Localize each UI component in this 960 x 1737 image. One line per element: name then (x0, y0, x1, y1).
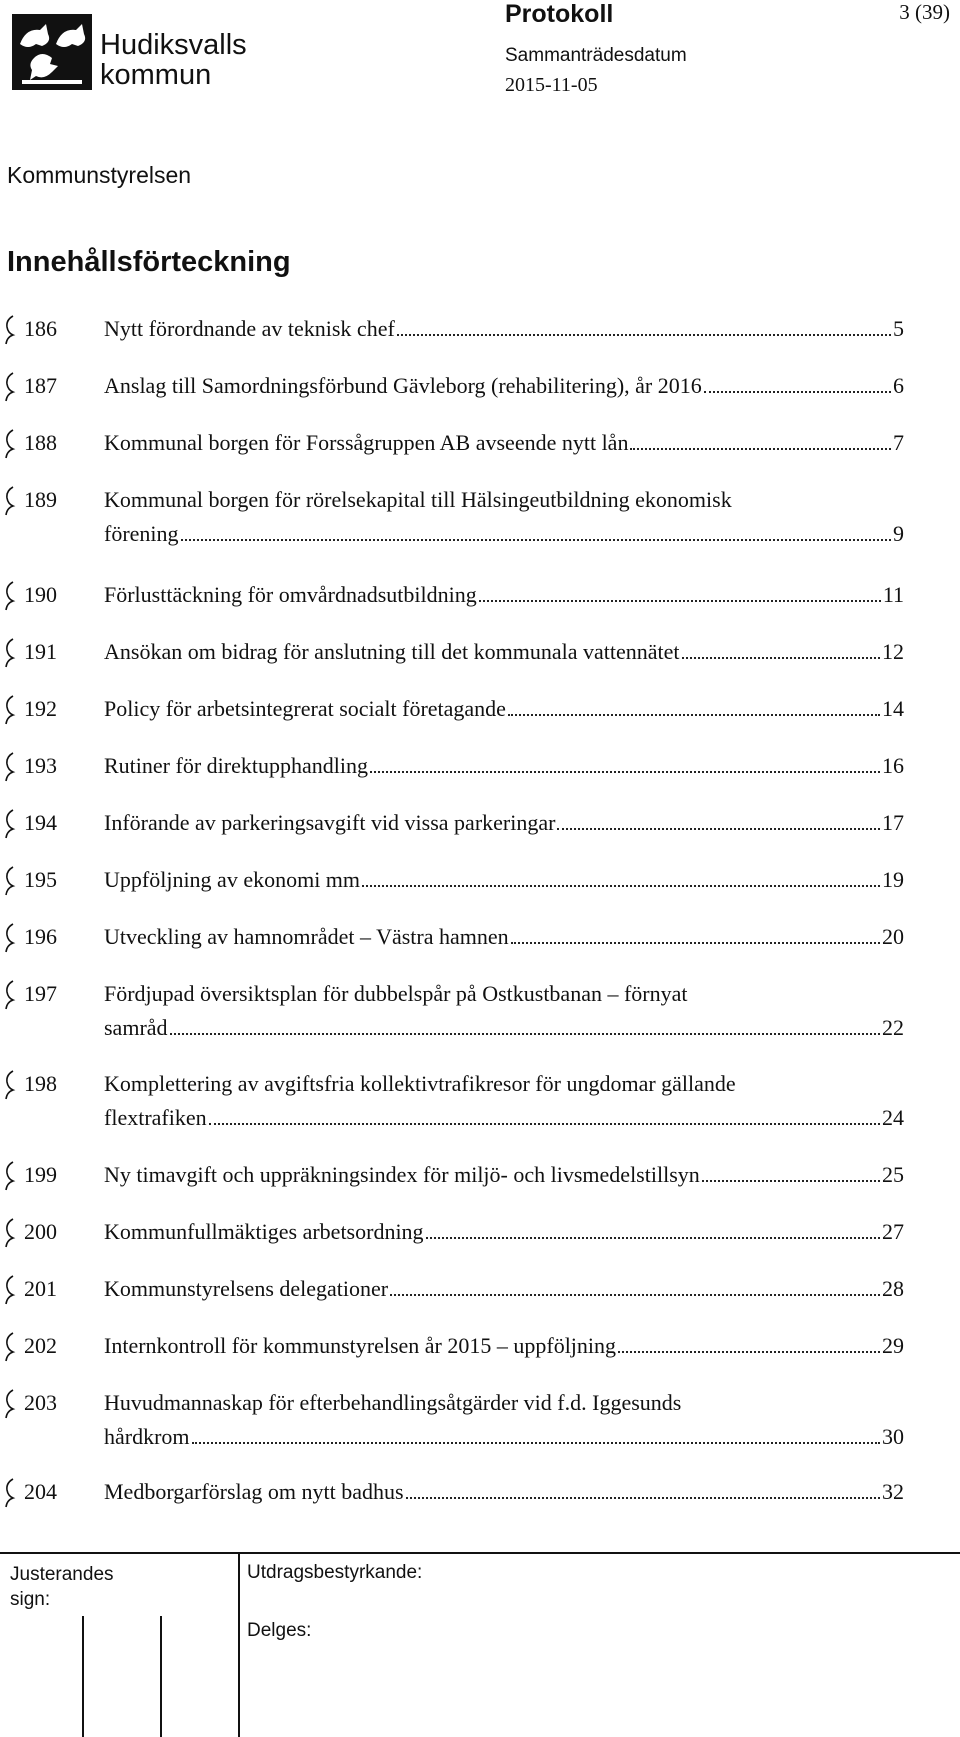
dot-leader (170, 1033, 880, 1035)
toc-page-number: 27 (882, 1219, 904, 1244)
toc-entry-text: förening (104, 521, 179, 546)
toc-entry-text: Ansökan om bidrag för anslutning till det kommunala vattennätet (104, 639, 680, 664)
section-sign-icon (3, 1332, 17, 1362)
signature-box-divider (82, 1616, 84, 1737)
page-number: 3 (39) (899, 0, 950, 24)
toc-section-number: 190 (24, 582, 57, 607)
organization-name: Kommunstyrelsen (7, 162, 192, 188)
municipality-logo (12, 14, 92, 90)
section-sign-icon (3, 695, 17, 725)
toc-page-number: 19 (882, 867, 904, 892)
toc-section-number: 201 (24, 1276, 57, 1301)
toc-entry-text: Uppföljning av ekonomi mm (104, 867, 361, 892)
toc-page-number: 17 (882, 810, 904, 835)
toc-section-number: 189 (24, 487, 57, 512)
toc-page-number: 25 (882, 1162, 904, 1187)
utdrag-label: Utdragsbestyrkande: (247, 1562, 423, 1583)
section-sign-icon (3, 581, 17, 611)
section-sign-icon (3, 1389, 17, 1419)
toc-page-number: 28 (882, 1276, 904, 1301)
section-sign-icon (3, 1275, 17, 1305)
section-sign-icon (3, 638, 17, 668)
toc-page-number: 30 (882, 1424, 904, 1449)
dot-leader (192, 1442, 880, 1444)
logo-wordmark (100, 30, 247, 90)
meeting-date: 2015-11-05 (505, 74, 598, 96)
toc-section-number: 195 (24, 867, 57, 892)
section-sign-icon (3, 1218, 17, 1248)
toc-entry-text: Rutiner för direktupphandling (104, 753, 368, 778)
dot-leader (557, 828, 880, 830)
dot-leader (682, 657, 880, 659)
section-sign-icon (3, 980, 17, 1010)
toc-section-number: 193 (24, 753, 57, 778)
toc-section-number: 186 (24, 316, 57, 341)
toc-page-number: 22 (882, 1015, 904, 1040)
toc-section-number: 202 (24, 1333, 57, 1358)
dot-leader (508, 714, 880, 716)
section-sign-icon (3, 752, 17, 782)
toc-entry-text: Fördjupad översiktsplan för dubbelspår på Ostkustbanan – förnyat (104, 981, 688, 1006)
dot-leader (704, 391, 891, 393)
dot-leader (181, 539, 891, 541)
toc-section-number: 199 (24, 1162, 57, 1187)
toc-page-number: 20 (882, 924, 904, 949)
toc-page-number: 11 (882, 582, 904, 607)
toc-page-number: 9 (893, 521, 904, 546)
toc-entry-text: Kommunal borgen för Forssågruppen AB avseende nytt lån (104, 430, 629, 455)
toc-entry-text: samråd (104, 1015, 168, 1040)
dot-leader (362, 885, 880, 887)
section-sign-icon (3, 315, 17, 345)
toc-entry-text: Internkontroll för kommunstyrelsen år 2015 – uppföljning (104, 1333, 617, 1358)
toc-page-number: 12 (882, 639, 904, 664)
section-sign-icon (3, 1070, 17, 1100)
dot-leader (479, 600, 881, 602)
toc-entry-text: Kommunstyrelsens delegationer (104, 1276, 389, 1301)
dot-leader (209, 1123, 880, 1125)
toc-section-number: 194 (24, 810, 57, 835)
dot-leader (406, 1497, 880, 1499)
toc-section-number: 204 (24, 1479, 57, 1504)
section-sign-icon (3, 1161, 17, 1191)
toc-entry-text: Utveckling av hamnområdet – Västra hamnen (104, 924, 509, 949)
section-sign-icon (3, 866, 17, 896)
section-sign-icon (3, 429, 17, 459)
toc-page-number: 32 (882, 1479, 904, 1504)
section-sign-icon (3, 809, 17, 839)
toc-section-number: 196 (24, 924, 57, 949)
toc-entry-text: Kommunfullmäktiges arbetsordning (104, 1219, 424, 1244)
logo-line-2: kommun (100, 59, 212, 91)
dot-leader (390, 1294, 880, 1296)
toc-entry-text: Komplettering av avgiftsfria kollektivtrafikresor för ungdomar gällande (104, 1071, 736, 1096)
toc-section-number: 192 (24, 696, 57, 721)
toc-section-number: 188 (24, 430, 57, 455)
dot-leader (426, 1237, 880, 1239)
toc-entry-text: Medborgarförslag om nytt badhus (104, 1479, 404, 1504)
toc-entry-text: Förlusttäckning för omvårdnadsutbildning (104, 582, 477, 607)
toc-entry-text: Anslag till Samordningsförbund Gävleborg (rehabilitering), år 2016 (104, 373, 702, 398)
toc-entry-text: Införande av parkeringsavgift vid vissa parkeringar (104, 810, 556, 835)
toc-entry-text: Ny timavgift och uppräkningsindex för miljö- och livsmedelstillsyn (104, 1162, 700, 1187)
toc-page-number: 14 (882, 696, 904, 721)
toc-page-number: 29 (882, 1333, 904, 1358)
toc-section-number: 200 (24, 1219, 57, 1244)
dot-leader (511, 942, 880, 944)
footer-divider (0, 1552, 960, 1554)
signature-box-divider (160, 1616, 162, 1737)
toc-section-number: 203 (24, 1390, 57, 1415)
toc-page-number: 16 (882, 753, 904, 778)
toc-entry-text: Policy för arbetsintegrerat socialt företagande (104, 696, 506, 721)
toc-section-number: 187 (24, 373, 57, 398)
dot-leader (630, 448, 891, 450)
dot-leader (370, 771, 880, 773)
toc-entry-text: hårdkrom (104, 1424, 190, 1449)
toc-entry-text: Nytt förordnande av teknisk chef (104, 316, 395, 341)
section-sign-icon (3, 1478, 17, 1508)
footer-column-divider (238, 1554, 240, 1737)
toc-section-number: 191 (24, 639, 57, 664)
toc-page-number: 5 (893, 316, 904, 341)
section-sign-icon (3, 486, 17, 516)
footer (0, 1552, 960, 1737)
toc-page-number: 7 (893, 430, 904, 455)
dot-leader (618, 1351, 880, 1353)
toc-entry-text: Huvudmannaskap för efterbehandlingsåtgärder vid f.d. Iggesunds (104, 1390, 682, 1415)
meeting-date-label: Sammanträdesdatum (505, 45, 687, 66)
justerandes-label: Justerandes sign: (10, 1564, 114, 1610)
dot-leader (397, 334, 891, 336)
document-type: Protokoll (505, 0, 614, 28)
section-sign-icon (3, 372, 17, 402)
toc-entry-text: Kommunal borgen för rörelsekapital till Hälsingeutbildning ekonomisk (104, 487, 732, 512)
toc-page-number: 24 (882, 1105, 904, 1130)
toc-section-number: 197 (24, 981, 57, 1006)
toc-title: Innehållsförteckning (7, 246, 291, 278)
toc-section-number: 198 (24, 1071, 57, 1096)
logo-line-1: Hudiksvalls (100, 29, 247, 61)
section-sign-icon (3, 923, 17, 953)
toc-entry-text: flextrafiken (104, 1105, 207, 1130)
dot-leader (702, 1180, 880, 1182)
toc-page-number: 6 (893, 373, 904, 398)
delges-label: Delges: (247, 1620, 312, 1641)
